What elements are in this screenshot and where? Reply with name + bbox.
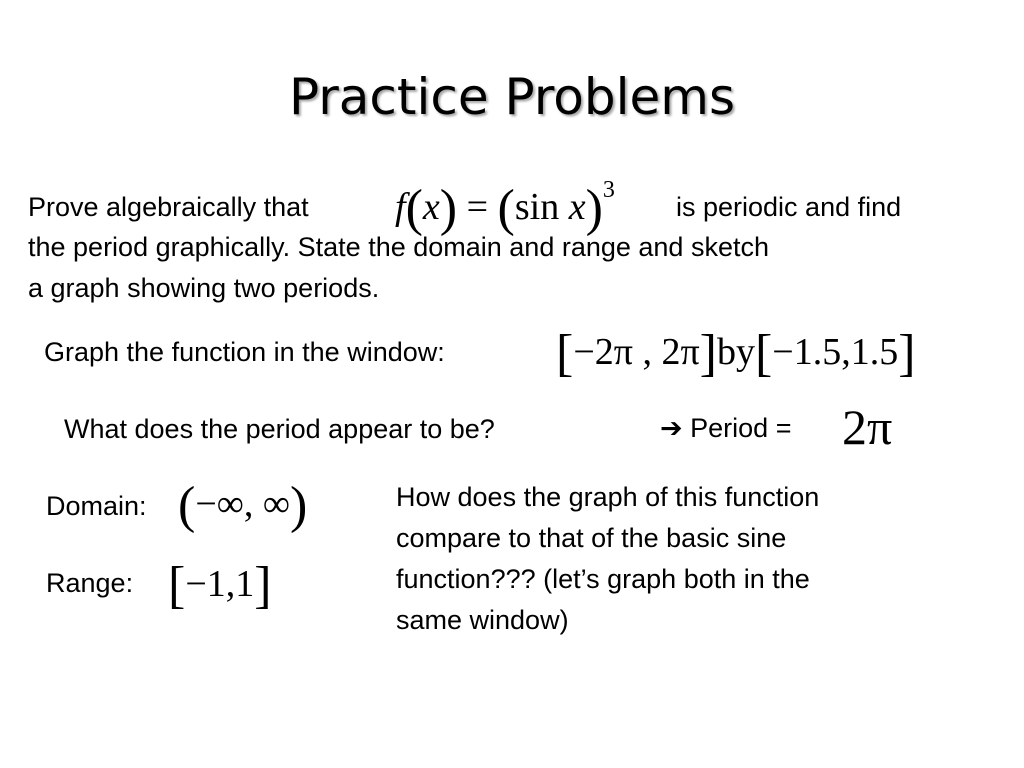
graph-window-intervals: [−2π , 2π]by[−1.5,1.5] <box>556 325 916 382</box>
domain-value-expr: (−∞, ∞) <box>178 477 308 534</box>
equation-rhs-var: x <box>568 186 586 228</box>
comparison-line3: function??? (let’s graph both in the <box>396 564 810 594</box>
x-interval: −2π , 2π <box>573 331 700 373</box>
domain-label: Domain: <box>46 491 147 521</box>
graph-window-label: Graph the function in the window: <box>44 337 445 367</box>
comparison-line2: compare to that of the basic sine <box>396 523 787 553</box>
equation-f-x: f(x) = (sin x)$^3$ <box>395 177 615 237</box>
range-value-expr: [−1,1] <box>168 557 272 614</box>
period-answer-label: Period = <box>690 413 792 443</box>
problem-line1-suffix: is periodic and find <box>676 192 902 222</box>
by-word: by <box>716 331 755 373</box>
equation-rhs-func: sin <box>514 186 560 228</box>
slide-title: Practice Problems <box>288 68 736 126</box>
problem-line3: a graph showing two periods. <box>28 273 380 303</box>
period-question: What does the period appear to be? <box>64 414 495 444</box>
problem-line1-prefix: Prove algebraically that <box>28 192 309 222</box>
equation-lhs-var: x <box>422 186 440 228</box>
equation-exponent: 3 <box>602 177 615 203</box>
equation-lhs-func: f <box>395 186 406 228</box>
comparison-line1: How does the graph of this function <box>396 482 820 512</box>
problem-line2: the period graphically. State the domain and range and sketch <box>28 232 769 262</box>
range-label: Range: <box>46 568 134 598</box>
period-answer-row <box>660 408 791 449</box>
right-arrow-icon: ➔ <box>660 413 683 444</box>
comparison-line4: same window) <box>396 605 569 635</box>
period-answer-value: 2π <box>842 399 893 455</box>
y-interval: −1.5,1.5 <box>772 331 899 373</box>
equation-equals: = <box>466 186 489 228</box>
range-value: −1,1 <box>185 563 255 605</box>
domain-value: −∞, ∞ <box>195 483 290 525</box>
